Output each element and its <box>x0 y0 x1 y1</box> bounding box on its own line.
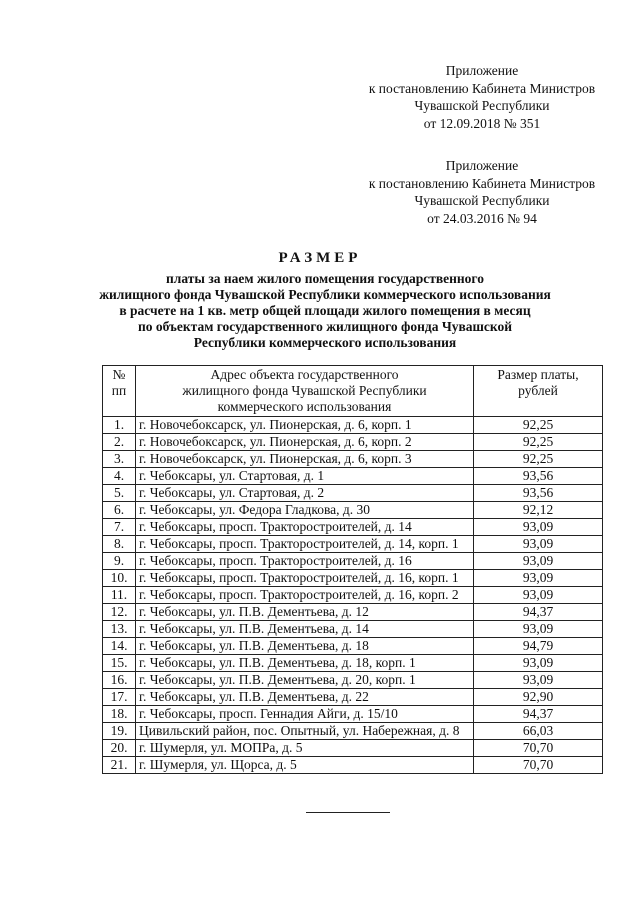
subtitle-line: жилищного фонда Чувашской Республики коммерческого использования <box>99 287 551 302</box>
row-price: 66,03 <box>474 723 603 740</box>
footer-divider <box>306 812 390 813</box>
row-price: 92,25 <box>474 434 603 451</box>
table-row <box>103 587 603 604</box>
row-address: г. Чебоксары, ул. Федора Гладкова, д. 30 <box>136 502 474 519</box>
row-price: 94,37 <box>474 604 603 621</box>
table-row <box>103 536 603 553</box>
row-price: 92,12 <box>474 502 603 519</box>
table-row <box>103 604 603 621</box>
table-row <box>103 689 603 706</box>
table-row <box>103 740 603 757</box>
row-address: г. Чебоксары, ул. Стартовая, д. 2 <box>136 485 474 502</box>
row-number: 17. <box>103 689 136 706</box>
table-row <box>103 468 603 485</box>
row-price: 92,25 <box>474 451 603 468</box>
row-number: 7. <box>103 519 136 536</box>
row-price: 93,09 <box>474 587 603 604</box>
row-address: г. Шумерля, ул. Щорса, д. 5 <box>136 757 474 774</box>
row-address: г. Чебоксары, ул. П.В. Дементьева, д. 14 <box>136 621 474 638</box>
rates-table <box>102 365 603 774</box>
row-address: г. Чебоксары, ул. П.В. Дементьева, д. 20, корп. 1 <box>136 672 474 689</box>
document-subtitle <box>60 271 590 351</box>
subtitle-line: в расчете на 1 кв. метр общей площади жилого помещения в месяц <box>119 303 531 318</box>
table-header-row <box>103 366 603 417</box>
row-number: 14. <box>103 638 136 655</box>
row-price: 93,09 <box>474 621 603 638</box>
header-address: Адрес объекта государственного жилищного фонда Чувашской Республики коммерческого использования <box>136 366 474 417</box>
row-address: г. Чебоксары, просп. Тракторостроителей, д. 16, корп. 1 <box>136 570 474 587</box>
row-address: г. Чебоксары, ул. П.В. Дементьева, д. 22 <box>136 689 474 706</box>
row-address: г. Чебоксары, просп. Тракторостроителей, д. 14 <box>136 519 474 536</box>
row-address: г. Новочебоксарск, ул. Пионерская, д. 6, корп. 2 <box>136 434 474 451</box>
appendix-label: Приложение <box>445 63 519 78</box>
row-number: 4. <box>103 468 136 485</box>
row-price: 93,09 <box>474 536 603 553</box>
row-number: 10. <box>103 570 136 587</box>
row-address: г. Чебоксары, просп. Тракторостроителей, д. 16 <box>136 553 474 570</box>
appendix-label: Приложение <box>445 158 519 173</box>
table-row <box>103 723 603 740</box>
appendix-republic: Чувашской Республики <box>414 193 550 208</box>
row-address: г. Чебоксары, ул. П.В. Дементьева, д. 18, корп. 1 <box>136 655 474 672</box>
table-row <box>103 621 603 638</box>
table-row <box>103 638 603 655</box>
appendix-date-number: от 12.09.2018 № 351 <box>423 115 541 131</box>
row-number: 3. <box>103 451 136 468</box>
row-number: 19. <box>103 723 136 740</box>
table-row <box>103 553 603 570</box>
row-number: 5. <box>103 485 136 502</box>
row-address: г. Новочебоксарск, ул. Пионерская, д. 6, корп. 1 <box>136 417 474 434</box>
row-number: 21. <box>103 757 136 774</box>
row-address: г. Чебоксары, просп. Тракторостроителей, д. 16, корп. 2 <box>136 587 474 604</box>
row-price: 92,90 <box>474 689 603 706</box>
row-number: 15. <box>103 655 136 672</box>
row-price: 93,09 <box>474 672 603 689</box>
row-address: Цивильский район, пос. Опытный, ул. Набережная, д. 8 <box>136 723 474 740</box>
row-price: 93,09 <box>474 655 603 672</box>
table-row <box>103 434 603 451</box>
header-price: Размер платы, рублей <box>474 366 603 417</box>
row-number: 6. <box>103 502 136 519</box>
subtitle-line: платы за наем жилого помещения государственного <box>166 271 484 286</box>
subtitle-line: по объектам государственного жилищного фонда Чувашской <box>137 319 513 334</box>
row-number: 18. <box>103 706 136 723</box>
table-row <box>103 655 603 672</box>
row-number: 16. <box>103 672 136 689</box>
row-price: 93,56 <box>474 468 603 485</box>
row-address: г. Чебоксары, просп. Геннадия Айги, д. 15/10 <box>136 706 474 723</box>
row-number: 13. <box>103 621 136 638</box>
row-price: 70,70 <box>474 740 603 757</box>
header-number: № пп <box>103 366 136 417</box>
row-number: 11. <box>103 587 136 604</box>
table-row <box>103 502 603 519</box>
row-number: 12. <box>103 604 136 621</box>
row-address: г. Чебоксары, ул. П.В. Дементьева, д. 18 <box>136 638 474 655</box>
row-price: 70,70 <box>474 757 603 774</box>
table-row <box>103 757 603 774</box>
appendix-block-original <box>362 157 602 227</box>
table-row <box>103 672 603 689</box>
subtitle-line: Республики коммерческого использования <box>193 335 457 350</box>
row-price: 93,09 <box>474 553 603 570</box>
table-row <box>103 706 603 723</box>
row-number: 8. <box>103 536 136 553</box>
row-number: 20. <box>103 740 136 757</box>
table-row <box>103 485 603 502</box>
table-row <box>103 570 603 587</box>
row-price: 93,09 <box>474 570 603 587</box>
appendix-republic: Чувашской Республики <box>414 98 550 113</box>
appendix-date-number: от 24.03.2016 № 94 <box>427 210 537 226</box>
table-row <box>103 519 603 536</box>
row-number: 9. <box>103 553 136 570</box>
row-price: 92,25 <box>474 417 603 434</box>
row-address: г. Чебоксары, просп. Тракторостроителей, д. 14, корп. 1 <box>136 536 474 553</box>
row-address: г. Чебоксары, ул. Стартовая, д. 1 <box>136 468 474 485</box>
row-price: 94,37 <box>474 706 603 723</box>
appendix-block-current <box>362 62 602 132</box>
row-address: г. Новочебоксарск, ул. Пионерская, д. 6, корп. 3 <box>136 451 474 468</box>
row-address: г. Шумерля, ул. МОПРа, д. 5 <box>136 740 474 757</box>
row-price: 94,79 <box>474 638 603 655</box>
appendix-reference: к постановлению Кабинета Министров <box>368 80 596 96</box>
row-price: 93,09 <box>474 519 603 536</box>
row-price: 93,56 <box>474 485 603 502</box>
row-number: 1. <box>103 417 136 434</box>
document-title: РАЗМЕР <box>278 250 362 266</box>
row-number: 2. <box>103 434 136 451</box>
appendix-reference: к постановлению Кабинета Министров <box>368 175 596 191</box>
row-address: г. Чебоксары, ул. П.В. Дементьева, д. 12 <box>136 604 474 621</box>
table-row <box>103 451 603 468</box>
table-body <box>103 417 603 774</box>
table-row <box>103 417 603 434</box>
